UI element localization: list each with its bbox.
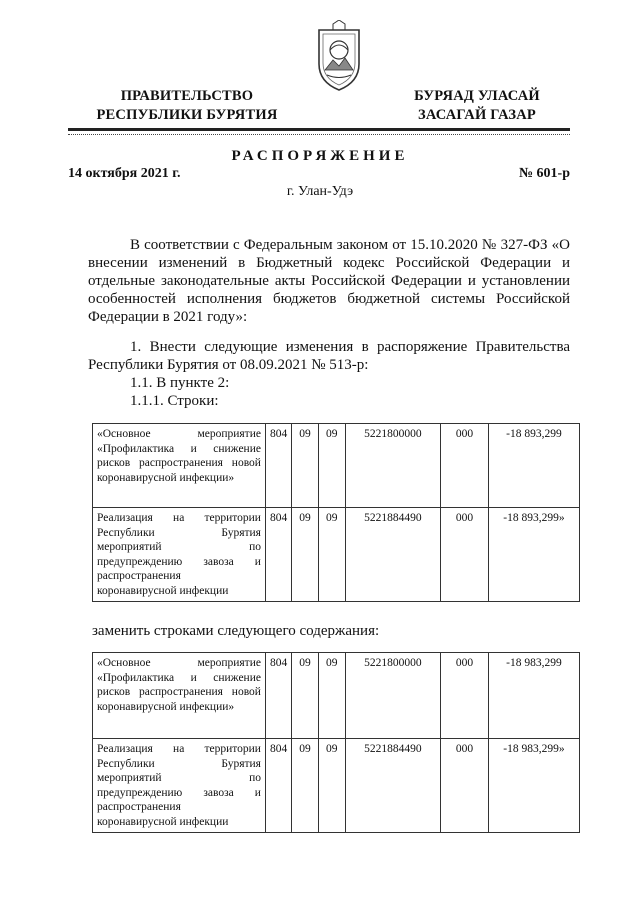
document-date: 14 октября 2021 г. — [68, 166, 181, 181]
preamble-paragraph: В соответствии с Федеральным законом от 15.10.2020 № 327-ФЗ «О внесении изменений в Бюджетный кодекс Российской Федерации и отдельные законодательные акты Российской Федерации и установлении особенностей исполнения бюджетов бюджетной системы Российской Федерации в 2021 году»: — [88, 237, 570, 325]
cell-sum: -18 893,299» — [488, 508, 579, 602]
document-number: № 601-р — [518, 166, 570, 181]
document-city: г. Улан-Удэ — [286, 184, 354, 199]
header-right — [397, 87, 557, 125]
table-original-rows — [92, 423, 580, 602]
cell-section: 09 — [292, 508, 319, 602]
replace-with-text: заменить строками следующего содержания: — [92, 623, 380, 639]
cell-expense-type: 000 — [441, 424, 489, 508]
cell-article: 5221800000 — [345, 424, 441, 508]
cell-code: 804 — [265, 508, 291, 602]
item-1-1: 1.1. В пункте 2: — [130, 375, 230, 391]
cell-sum: -18 983,299 — [488, 653, 579, 739]
table-row — [93, 424, 580, 508]
cell-name: «Основное мероприятие «Профилактика и снижение рисков распространения новой коронавирусной инфекции» — [93, 653, 266, 739]
cell-expense-type: 000 — [441, 653, 489, 739]
cell-article: 5221884490 — [345, 739, 441, 833]
header-left — [92, 87, 282, 125]
header-divider-thick — [68, 128, 570, 131]
table-row — [93, 653, 580, 739]
header-right-line2: ЗАСАГАЙ ГАЗАР — [418, 107, 536, 123]
cell-name: Реализация на территории Республики Бурятия мероприятий по предупреждению завоза и распространения коронавирусной инфекции — [93, 739, 266, 833]
item-1-1-1: 1.1.1. Строки: — [130, 393, 219, 409]
header-divider-dotted — [68, 134, 570, 135]
cell-name: Реализация на территории Республики Бурятия мероприятий по предупреждению завоза и распространения коронавирусной инфекции — [93, 508, 266, 602]
cell-subsection: 09 — [318, 424, 345, 508]
cell-sum: -18 893,299 — [488, 424, 579, 508]
cell-section: 09 — [292, 424, 319, 508]
cell-subsection: 09 — [318, 508, 345, 602]
item-1-paragraph: 1. Внести следующие изменения в распоряжение Правительства Республики Бурятия от 08.09.2021 № 513-р: — [88, 339, 570, 373]
cell-section: 09 — [292, 653, 319, 739]
cell-expense-type: 000 — [441, 508, 489, 602]
cell-section: 09 — [292, 739, 319, 833]
table-replacement-rows — [92, 652, 580, 833]
cell-expense-type: 000 — [441, 739, 489, 833]
table-row — [93, 739, 580, 833]
header-left-line1: ПРАВИТЕЛЬСТВО — [120, 88, 254, 104]
cell-subsection: 09 — [318, 739, 345, 833]
table-row — [93, 508, 580, 602]
document-type-title: РАСПОРЯЖЕНИЕ — [231, 148, 409, 164]
header-left-line2: РЕСПУБЛИКИ БУРЯТИЯ — [96, 107, 278, 123]
cell-article: 5221800000 — [345, 653, 441, 739]
header-right-line1: БУРЯАД УЛАСАЙ — [414, 88, 540, 104]
cell-sum: -18 983,299» — [488, 739, 579, 833]
cell-code: 804 — [265, 424, 291, 508]
cell-code: 804 — [265, 653, 291, 739]
cell-name: «Основное мероприятие «Профилактика и снижение рисков распространения новой коронавирусной инфекции» — [93, 424, 266, 508]
cell-code: 804 — [265, 739, 291, 833]
coat-of-arms-emblem-icon — [313, 20, 365, 96]
cell-subsection: 09 — [318, 653, 345, 739]
cell-article: 5221884490 — [345, 508, 441, 602]
